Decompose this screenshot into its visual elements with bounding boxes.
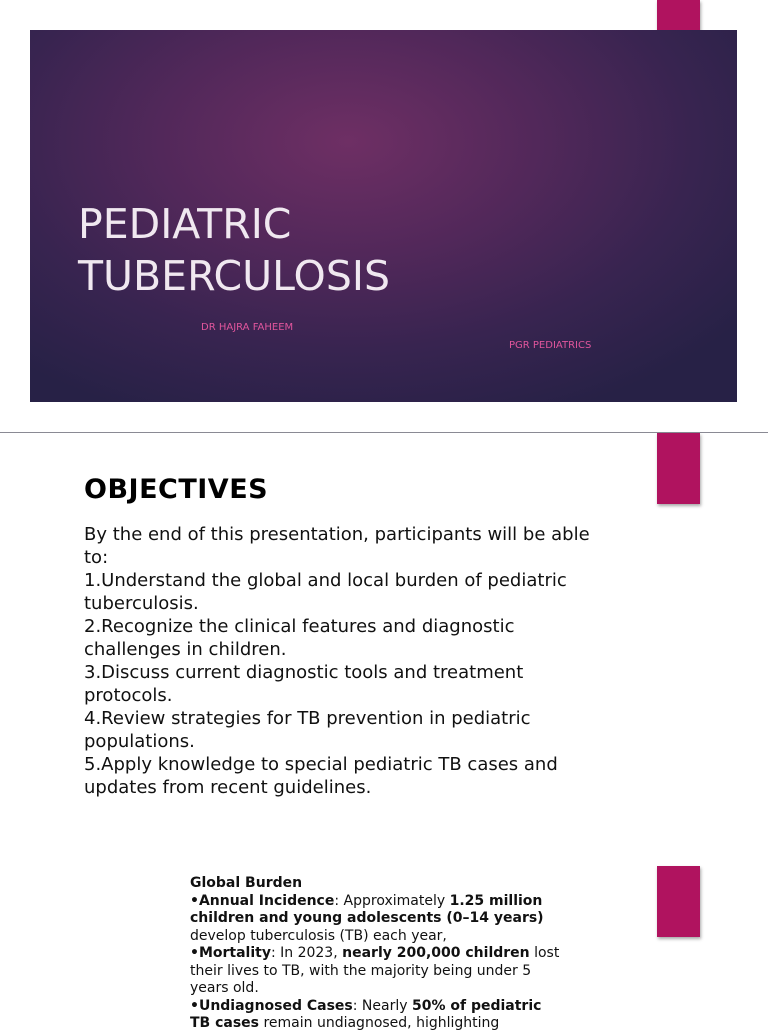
objective-item: 2.Recognize the clinical features and diagnostic challenges in children.	[84, 616, 515, 660]
objectives-intro: By the end of this presentation, participants will be able to:	[84, 524, 590, 568]
objective-item: 3.Discuss current diagnostic tools and treatment protocols.	[84, 662, 524, 706]
global-burden-section	[190, 875, 560, 1033]
author-affiliation: PGR PEDIATRICS	[509, 340, 592, 351]
accent-tab-slide2	[657, 433, 700, 504]
presentation-title	[78, 198, 390, 302]
objectives-heading: OBJECTIVES	[84, 474, 269, 505]
burden-item-mortality: •Mortality: In 2023, nearly 200,000 children lost their lives to TB, with the majority being under 5 years old.	[190, 945, 560, 996]
slide-divider	[0, 432, 768, 433]
author-name: DR HAJRA FAHEEM	[201, 322, 294, 333]
title-line-2: TUBERCULOSIS	[78, 252, 390, 300]
title-slide	[30, 30, 737, 402]
title-line-1: PEDIATRIC	[78, 200, 292, 248]
accent-tab-slide3	[657, 866, 700, 937]
objective-item: 4.Review strategies for TB prevention in pediatric populations.	[84, 708, 531, 752]
burden-item-undiagnosed: •Undiagnosed Cases: Nearly 50% of pediatric TB cases remain undiagnosed, highlighting	[190, 997, 542, 1031]
objectives-body	[84, 523, 604, 799]
objective-item: 1.Understand the global and local burden of pediatric tuberculosis.	[84, 570, 567, 614]
burden-item-incidence: •Annual Incidence: Approximately 1.25 million children and young adolescents (0–14 years) develop tuberculosis (TB) each year,	[190, 892, 544, 944]
objective-item: 5.Apply knowledge to special pediatric TB cases and updates from recent guidelines.	[84, 754, 558, 798]
global-burden-heading: Global Burden	[190, 875, 303, 891]
